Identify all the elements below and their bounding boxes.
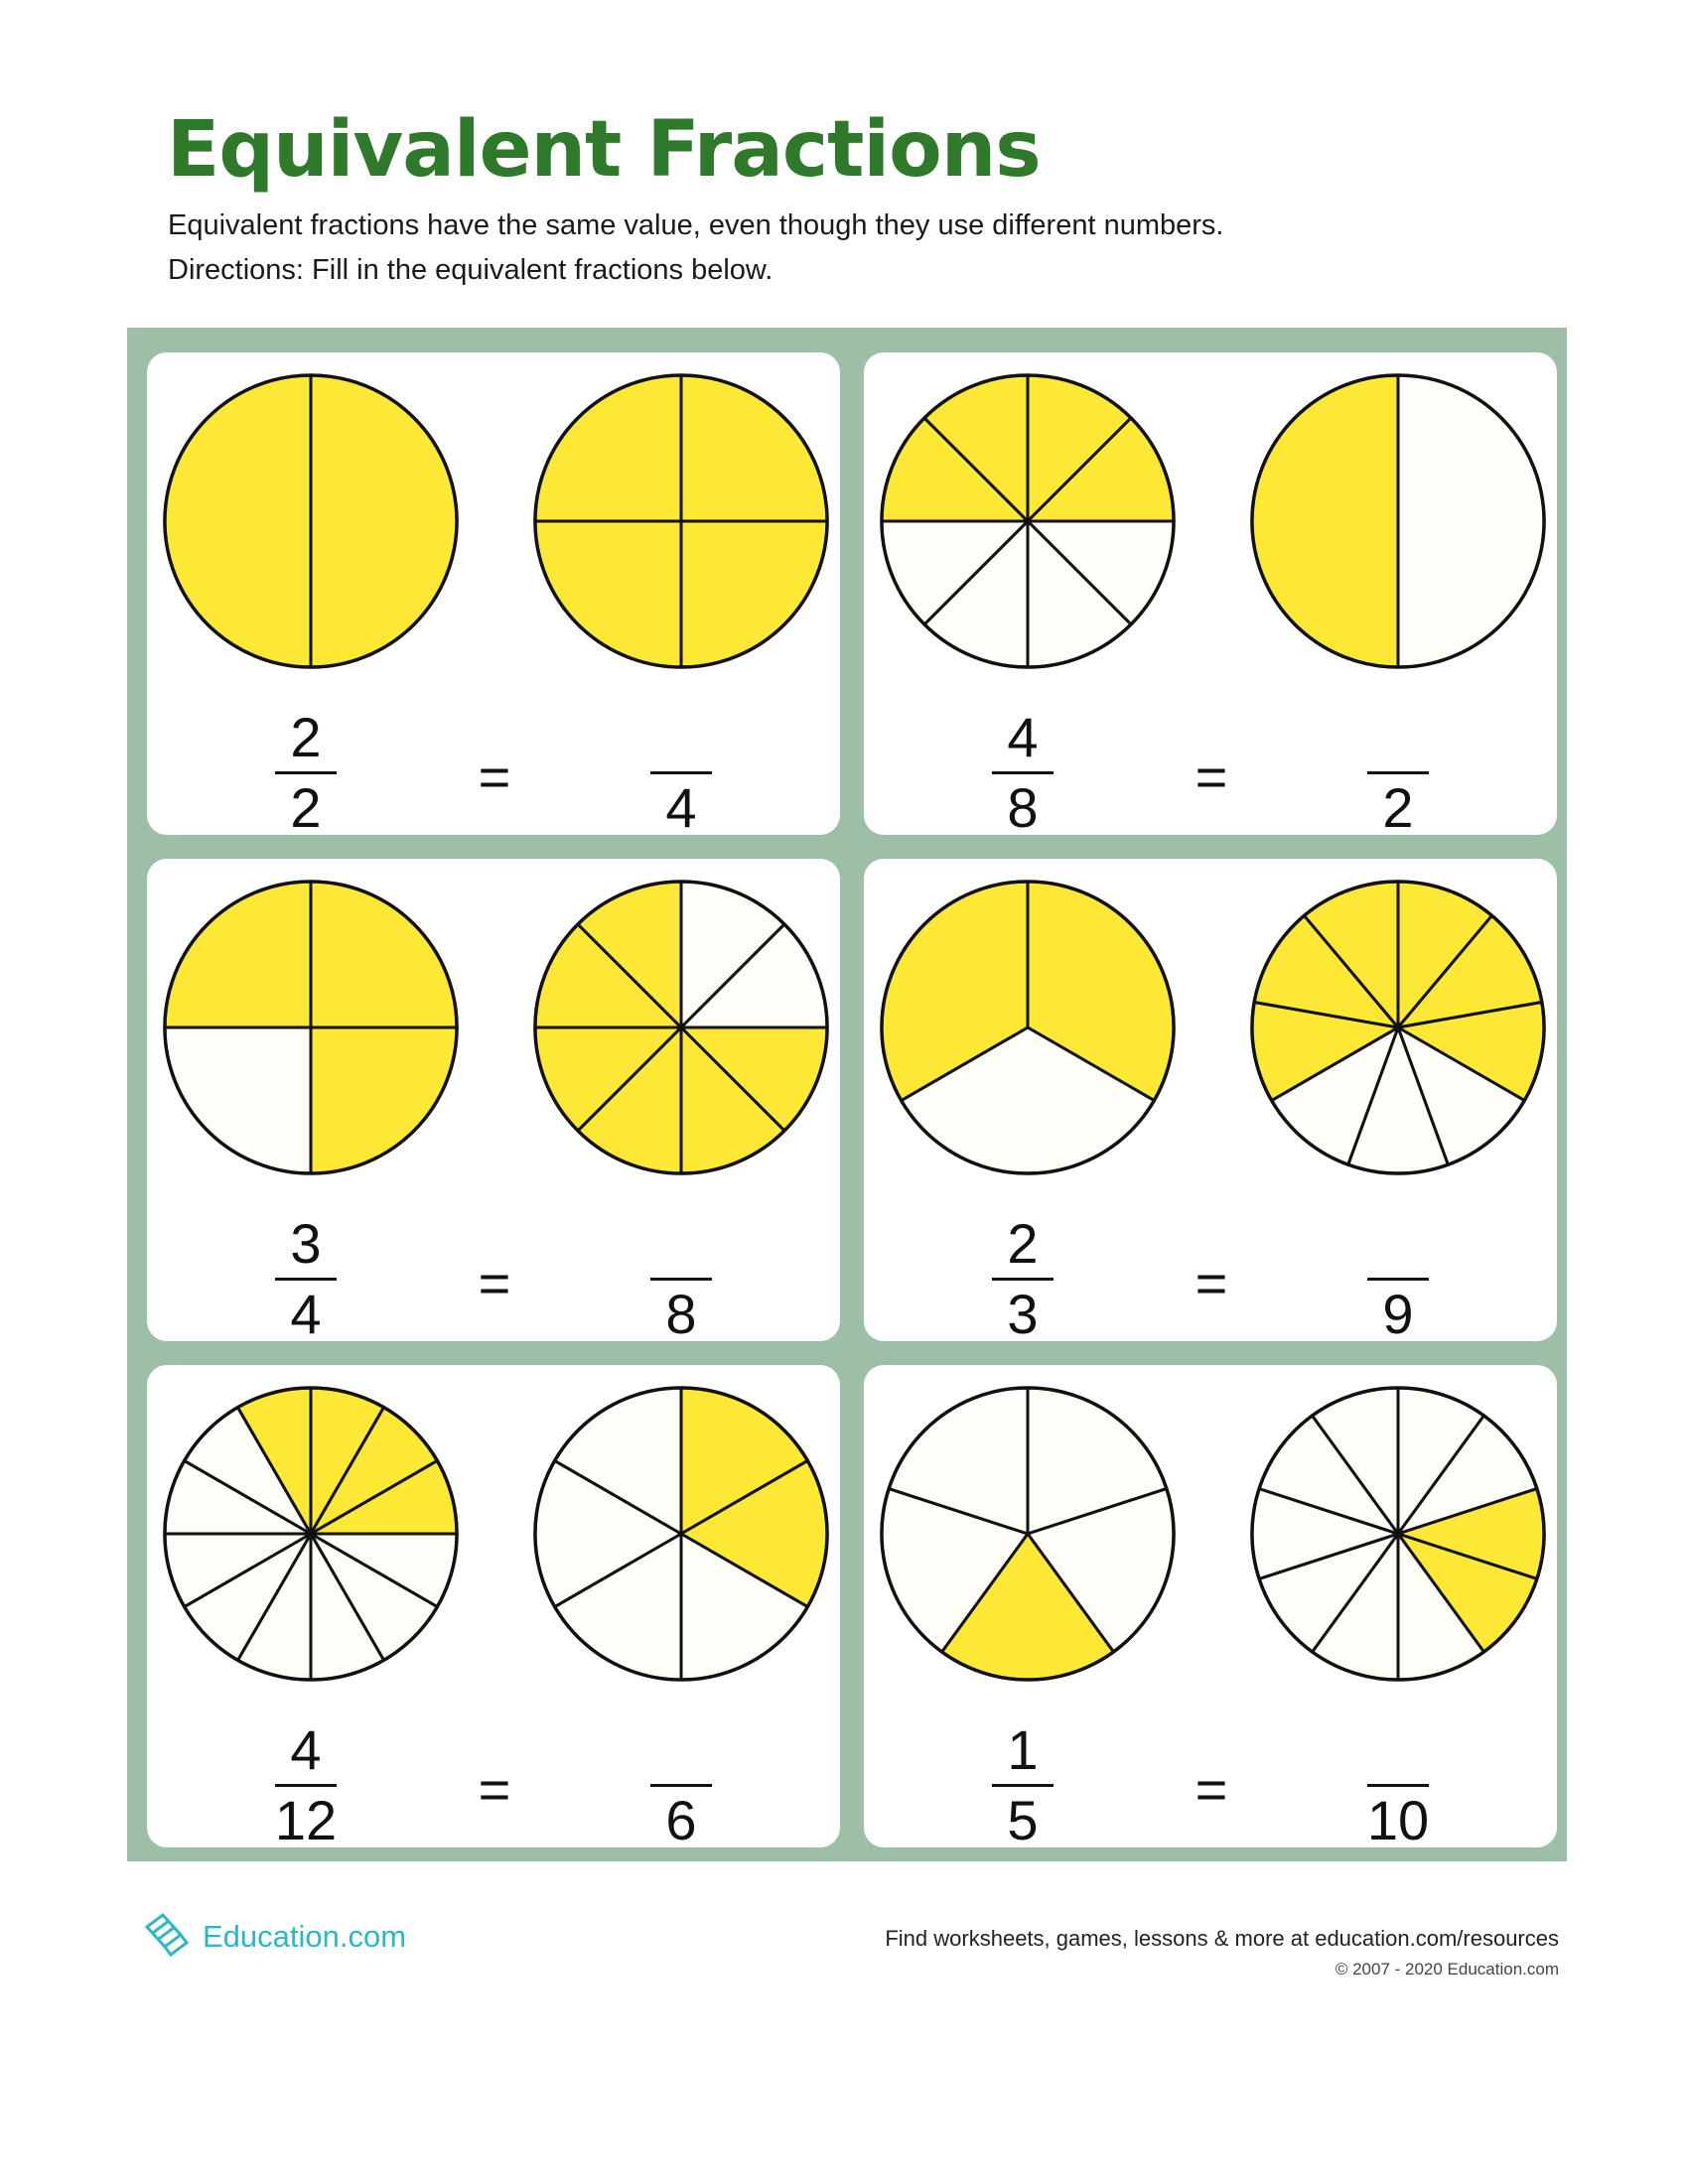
denominator: 2	[290, 776, 322, 835]
left-fraction	[973, 1212, 1072, 1341]
equals-sign: =	[1195, 746, 1228, 808]
fraction-bar	[992, 1278, 1054, 1281]
right-circle-slice-0	[681, 375, 827, 521]
left-circle-slice-1	[311, 1027, 457, 1173]
right-fraction[interactable]	[632, 710, 731, 835]
denominator: 4	[290, 1283, 322, 1341]
numerator-blank[interactable]	[1348, 710, 1448, 765]
right-fraction[interactable]	[1348, 710, 1448, 835]
problem-panel-6	[864, 1365, 1557, 1847]
right-circle-slice-3	[535, 375, 681, 521]
equals-sign: =	[1195, 1252, 1228, 1314]
denominator: 2	[1382, 776, 1414, 835]
left-circle-slice-0	[311, 375, 457, 667]
numerator: 4	[1007, 706, 1039, 768]
denominator: 3	[1007, 1283, 1039, 1341]
problem-panel-3	[147, 859, 840, 1341]
numerator-blank[interactable]	[632, 1722, 731, 1778]
numerator: 4	[290, 1718, 322, 1781]
left-circle-pie	[879, 372, 1177, 670]
left-fraction	[256, 1212, 355, 1341]
denominator: 5	[1007, 1789, 1039, 1847]
fraction-bar	[275, 1784, 337, 1787]
fraction-bar	[1367, 1784, 1429, 1787]
equals-sign: =	[478, 1758, 511, 1821]
left-fraction	[973, 1718, 1072, 1847]
left-circle-pie	[879, 1385, 1177, 1683]
fraction-bar	[1367, 1278, 1429, 1281]
numerator: 2	[1007, 1212, 1039, 1275]
pencil-books-icon	[141, 1911, 199, 1963]
numerator: 2	[290, 706, 322, 768]
left-fraction	[256, 706, 355, 835]
education-logo	[141, 1911, 406, 1963]
equals-sign: =	[478, 746, 511, 808]
fraction-bar	[650, 771, 712, 774]
denominator: 8	[1007, 776, 1039, 835]
fraction-bar	[1367, 771, 1429, 774]
right-fraction[interactable]	[1348, 1722, 1448, 1847]
right-circle-pie	[1249, 372, 1547, 670]
left-circle-slice-0	[311, 882, 457, 1027]
right-circle-slice-0	[1398, 375, 1544, 667]
denominator: 4	[665, 776, 697, 835]
brand-name: Education.com	[203, 1919, 407, 1954]
worksheet-board	[127, 328, 1567, 1861]
denominator: 6	[665, 1789, 697, 1847]
problem-panel-1	[147, 352, 840, 835]
numerator-blank[interactable]	[632, 710, 731, 765]
right-circle-pie	[1249, 1385, 1547, 1683]
problem-panel-4	[864, 859, 1557, 1341]
left-circle-pie	[879, 879, 1177, 1176]
left-circle-slice-2	[165, 1027, 311, 1173]
numerator: 1	[1007, 1718, 1039, 1781]
left-fraction	[973, 706, 1072, 835]
right-fraction[interactable]	[632, 1216, 731, 1341]
right-fraction[interactable]	[1348, 1216, 1448, 1341]
denominator: 12	[274, 1789, 338, 1847]
right-fraction[interactable]	[632, 1722, 731, 1847]
fraction-bar	[650, 1784, 712, 1787]
problem-panel-2	[864, 352, 1557, 835]
fraction-bar	[275, 771, 337, 774]
right-circle-pie	[1249, 879, 1547, 1176]
fraction-bar	[992, 1784, 1054, 1787]
equals-sign: =	[478, 1252, 511, 1314]
denominator: 8	[665, 1283, 697, 1341]
problem-panel-5	[147, 1365, 840, 1847]
numerator: 3	[290, 1212, 322, 1275]
denominator: 10	[1366, 1789, 1430, 1847]
right-circle-pie	[532, 372, 830, 670]
numerator-blank[interactable]	[1348, 1722, 1448, 1778]
fraction-bar	[992, 771, 1054, 774]
left-circle-slice-3	[165, 882, 311, 1027]
left-fraction	[256, 1718, 355, 1847]
right-circle-slice-1	[1252, 375, 1398, 667]
footer-info	[885, 1926, 1559, 1979]
footer-tagline: Find worksheets, games, lessons & more at education.com/resources	[885, 1926, 1559, 1951]
left-circle-slice-1	[165, 375, 311, 667]
right-circle-pie	[532, 1385, 830, 1683]
directions: Directions: Fill in the equivalent fractions below.	[168, 254, 774, 286]
left-circle-pie	[162, 372, 460, 670]
denominator: 9	[1382, 1283, 1414, 1341]
left-circle-pie	[162, 879, 460, 1176]
right-circle-pie	[532, 879, 830, 1176]
numerator-blank[interactable]	[1348, 1216, 1448, 1272]
numerator-blank[interactable]	[632, 1216, 731, 1272]
left-circle-pie	[162, 1385, 460, 1683]
fraction-bar	[275, 1278, 337, 1281]
right-circle-slice-1	[681, 521, 827, 667]
fraction-bar	[650, 1278, 712, 1281]
footer-copyright: © 2007 - 2020 Education.com	[1335, 1960, 1559, 1979]
subtitle: Equivalent fractions have the same value, even though they use different numbers.	[168, 209, 1224, 241]
equals-sign: =	[1195, 1758, 1228, 1821]
right-circle-slice-2	[535, 521, 681, 667]
intro-text	[168, 204, 1223, 293]
page-title: Equivalent Fractions	[167, 105, 1041, 195]
